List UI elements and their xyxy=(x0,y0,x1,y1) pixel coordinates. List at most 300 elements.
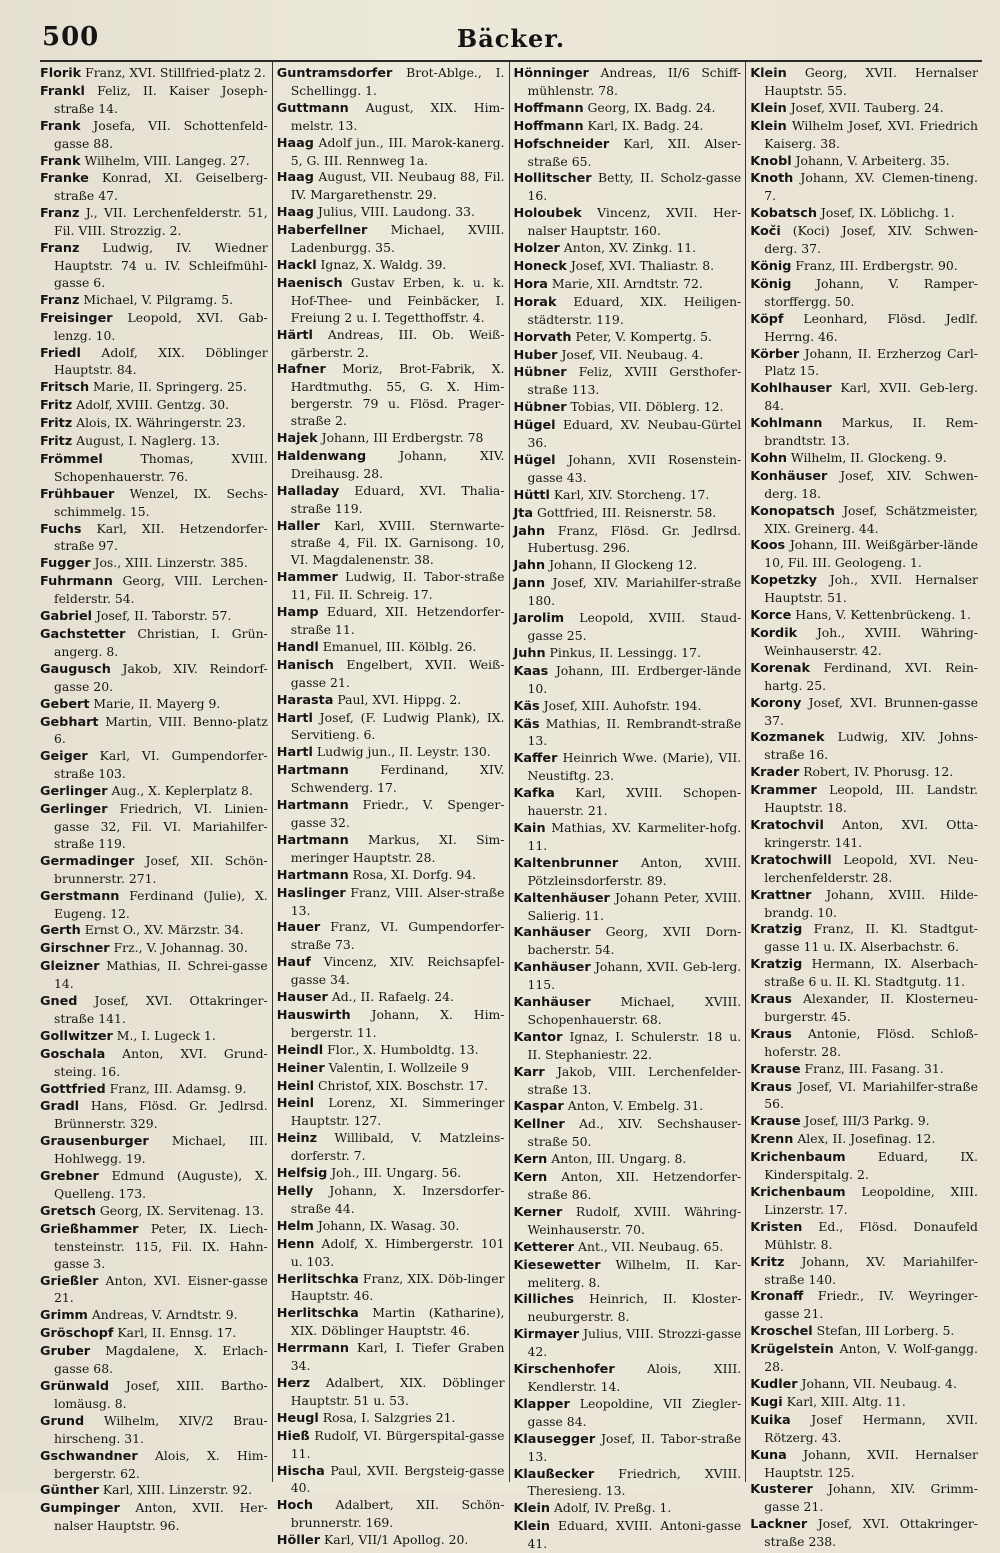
entry-details: Peter, IX. Liech-tensteinstr. 115, Fil. IX. Hahn-gasse 3. xyxy=(54,1220,268,1271)
entry-details: Gottfried, III. Reisnerstr. 58. xyxy=(536,504,717,520)
entry-details: Ferdinand, XIV. Schwenderg. 17. xyxy=(290,762,505,796)
entry-surname: Hügel xyxy=(513,418,556,434)
directory-entry xyxy=(750,1447,978,1482)
entry-details: Leonhard, Flösd. Jedlf. Herrng. 46. xyxy=(764,310,978,344)
entry-details: Georg, XVII Dorn-bacherstr. 54. xyxy=(527,924,742,958)
entry-details: Johann, V. Ramper-storffergg. 50. xyxy=(764,275,978,309)
directory-entry xyxy=(40,118,268,153)
directory-entry xyxy=(750,625,978,660)
directory-entry xyxy=(514,1257,742,1292)
entry-surname: Gschwandner xyxy=(40,1448,138,1464)
entry-surname: Kratochvil xyxy=(750,817,824,833)
entry-details: Tobias, VII. Döblerg. 12. xyxy=(570,399,724,415)
directory-entry xyxy=(750,1412,978,1447)
entry-details: Josef, III/3 Parkg. 9. xyxy=(804,1113,930,1129)
entry-details: Karl, I. Tiefer Graben 34. xyxy=(290,1340,505,1374)
entry-details: Alex, II. Josefinag. 12. xyxy=(797,1131,936,1147)
entry-surname: Klein xyxy=(750,118,787,134)
directory-entry xyxy=(514,716,742,751)
entry-surname: Helfsig xyxy=(276,1166,328,1182)
directory-entry xyxy=(514,170,742,205)
entry-details: Ignaz, I. Schulerstr. 18 u. II. Stephaniestr. 22. xyxy=(527,1028,742,1062)
entry-surname: Gachstetter xyxy=(40,627,126,642)
entry-details: Johann, VII. Neubaug. 4. xyxy=(801,1375,957,1391)
entry-surname: Härtl xyxy=(276,327,313,343)
directory-entry xyxy=(40,292,268,310)
directory-entry xyxy=(514,523,742,558)
entry-surname: Haller xyxy=(276,518,320,534)
directory-entry xyxy=(277,604,505,639)
entry-surname: Fritz xyxy=(40,398,73,414)
entry-surname: Gruber xyxy=(40,1344,91,1360)
entry-details: Friedrich, XVIII. Theresieng. 13. xyxy=(527,1465,742,1499)
directory-entry xyxy=(277,448,505,483)
entry-details: Anton, III. Ungarg. 8. xyxy=(551,1151,687,1167)
entry-surname: Haslinger xyxy=(276,885,346,901)
directory-entry xyxy=(750,764,978,782)
entry-details: Johann, XVII. Geb-lerg. 115. xyxy=(527,959,742,993)
entry-surname: Ketterer xyxy=(513,1239,575,1255)
entry-details: Ad., II. Rafaelg. 24. xyxy=(331,989,454,1005)
entry-details: Joh., XVII. Hernalser Hauptstr. 51. xyxy=(764,572,978,606)
entry-details: Franz, III. Adamsg. 9. xyxy=(109,1080,247,1096)
directory-entry xyxy=(514,505,742,523)
directory-entry xyxy=(514,294,742,329)
entry-surname: Kaltenhäuser xyxy=(513,890,610,906)
entry-details: Emanuel, III. Kölblg. 26. xyxy=(322,638,477,654)
entry-details: Frz., V. Johannag. 30. xyxy=(113,940,248,956)
entry-details: Franz, II. Kl. Stadtgut-gasse 11 u. IX. Alserbachstr. 6. xyxy=(764,921,978,955)
directory-entry xyxy=(514,890,742,925)
entry-details: Michael, III. Hohlwegg. 19. xyxy=(54,1133,268,1167)
directory-entry xyxy=(277,1060,505,1078)
entry-surname: Kanhäuser xyxy=(513,995,591,1011)
entry-surname: Kristen xyxy=(750,1219,803,1235)
entry-details: Mathias, II. Rembrandt-straße 13. xyxy=(527,715,742,749)
directory-entry xyxy=(277,1007,505,1042)
entry-surname: Kusterer xyxy=(750,1482,813,1498)
entry-details: Lorenz, XI. Simmeringer Hauptstr. 127. xyxy=(290,1095,505,1129)
directory-entry xyxy=(277,1095,505,1130)
entry-surname: Haag xyxy=(276,135,314,151)
entry-surname: Franz xyxy=(40,292,80,308)
entry-surname: Grimm xyxy=(40,1308,88,1324)
directory-entry xyxy=(277,1428,505,1463)
directory-entry xyxy=(514,1239,742,1257)
entry-details: Rudolf, VI. Bürgerspital-gasse 11. xyxy=(290,1427,505,1461)
entry-details: Anton, XVIII. Pötzleinsdorferstr. 89. xyxy=(527,854,742,888)
entry-surname: Kellner xyxy=(513,1117,565,1133)
entry-surname: Klein xyxy=(513,1501,550,1517)
directory-entry xyxy=(750,607,978,625)
entry-details: Hans, Flösd. Gr. Jedlrsd. Brünnerstr. 329. xyxy=(54,1098,268,1132)
entry-details: Julius, VIII. Laudong. 33. xyxy=(317,204,475,220)
directory-entry xyxy=(277,1165,505,1183)
entry-surname: Fuchs xyxy=(40,521,82,537)
directory-entry xyxy=(750,1219,978,1254)
entry-details: Marie, II. Mayerg 9. xyxy=(93,695,221,711)
entry-surname: Hoffmann xyxy=(513,100,584,116)
directory-entry xyxy=(277,1463,505,1498)
entry-surname: Knobl xyxy=(750,153,792,169)
directory-entry xyxy=(514,1326,742,1361)
entry-surname: Kiesewetter xyxy=(513,1257,601,1273)
directory-entry xyxy=(277,65,505,100)
directory-entry xyxy=(750,1254,978,1289)
directory-entry xyxy=(750,1149,978,1184)
entry-surname: Gaugusch xyxy=(40,661,111,677)
entry-details: Josef, IX. Löblichg. 1. xyxy=(820,205,955,221)
directory-entry xyxy=(750,65,978,100)
directory-entry xyxy=(40,853,268,888)
directory-entry xyxy=(277,1271,505,1306)
entry-details: Johann, IX. Wasag. 30. xyxy=(317,1217,460,1233)
directory-entry xyxy=(514,417,742,452)
entry-surname: Herrmann xyxy=(276,1341,349,1357)
entry-details: Johann, III. Weißgärber-lände 10, Fil. III. Geologeng. 1. xyxy=(764,537,978,571)
entry-surname: Kohlmann xyxy=(750,416,823,432)
entry-surname: Kirschenhofer xyxy=(513,1362,615,1378)
entry-surname: Huber xyxy=(513,347,558,363)
entry-surname: Kratzig xyxy=(750,957,803,973)
entry-details: Franz, XIX. Döb-linger Hauptstr. 46. xyxy=(290,1270,505,1304)
entry-surname: Kudler xyxy=(750,1376,798,1392)
entry-details: Johann, XVII Rosenstein-gasse 43. xyxy=(527,451,742,485)
entry-surname: Frankl xyxy=(40,83,85,99)
entry-details: Johann, XV. Clemen-tineng. 7. xyxy=(764,170,978,204)
entry-surname: Gebert xyxy=(40,696,90,712)
entry-surname: Haenisch xyxy=(276,275,343,291)
entry-details: Feliz, XVIII Gersthofer-straße 113. xyxy=(527,364,742,398)
entry-surname: Kerner xyxy=(513,1204,563,1220)
entry-surname: Herlitschka xyxy=(276,1306,359,1322)
directory-entry xyxy=(750,956,978,991)
directory-entry xyxy=(750,729,978,764)
directory-entry xyxy=(514,994,742,1029)
directory-entry xyxy=(277,885,505,920)
entry-surname: Kugi xyxy=(750,1394,783,1410)
directory-entry xyxy=(40,310,268,345)
entry-surname: Holoubek xyxy=(513,206,582,222)
entry-details: Hermann, IX. Alserbach-straße 6 u. II. Kl. Stadtgutg. 11. xyxy=(764,956,978,990)
directory-entry xyxy=(40,486,268,521)
entry-details: Mathias, II. Schrei-gasse 14. xyxy=(54,958,268,992)
entry-surname: Kordik xyxy=(750,626,798,641)
directory-entry xyxy=(514,364,742,399)
entry-surname: Hammer xyxy=(276,570,338,586)
entry-surname: Helly xyxy=(276,1184,314,1199)
directory-entry xyxy=(40,1482,268,1500)
directory-entry xyxy=(750,223,978,258)
entry-surname: Hübner xyxy=(513,400,567,416)
entry-surname: Hofschneider xyxy=(513,136,610,152)
entry-details: Adolf, XVIII. Gentzg. 30. xyxy=(76,397,230,413)
directory-entry xyxy=(514,1064,742,1099)
directory-entry xyxy=(514,1116,742,1151)
entry-details: Christian, I. Grün-angerg. 8. xyxy=(54,626,268,659)
entry-details: Josef, XII. Schön-brunnerstr. 271. xyxy=(54,852,268,886)
entry-surname: Hora xyxy=(513,276,548,292)
directory-entry xyxy=(40,1046,268,1081)
directory-entry xyxy=(40,748,268,783)
entry-surname: Gröschopf xyxy=(40,1326,114,1342)
entry-surname: Holzer xyxy=(513,241,560,257)
directory-entry xyxy=(750,1184,978,1219)
directory-entry xyxy=(750,1079,978,1114)
directory-entry xyxy=(750,1341,978,1376)
entry-surname: Kuna xyxy=(750,1447,787,1463)
entry-details: Alois, XIII. Kendlerstr. 14. xyxy=(527,1361,742,1394)
entry-details: Karl, VI. Gumpendorfer-straße 103. xyxy=(54,748,268,782)
entry-details: Georg, IX. Servitenag. 13. xyxy=(99,1202,264,1218)
entry-surname: Hübner xyxy=(513,365,567,381)
directory-entry xyxy=(40,1133,268,1168)
directory-entry xyxy=(277,797,505,832)
entry-details: Anton, XII. Hetzendorfer-straße 86. xyxy=(527,1169,742,1202)
directory-entry xyxy=(277,169,505,204)
entry-details: Eduard, XV. Neubau-Gürtel 36. xyxy=(527,417,742,451)
directory-entry xyxy=(514,1151,742,1169)
entry-surname: Klein xyxy=(750,66,787,81)
directory-entry xyxy=(514,820,742,855)
entry-details: Leopold, XVI. Neu-lerchenfelderstr. 28. xyxy=(764,851,978,885)
entry-details: Johann Peter, XVIII. Salierig. 11. xyxy=(527,889,742,923)
directory-entry xyxy=(40,573,268,608)
entry-surname: Klapper xyxy=(513,1396,570,1412)
entry-details: Marie, II. Springerg. 25. xyxy=(93,379,247,395)
entry-details: Friedr., IV. Weyringer-gasse 21. xyxy=(764,1288,978,1322)
entry-details: Karl, XVII. Geb-lerg. 84. xyxy=(764,380,978,414)
entry-surname: Haag xyxy=(276,170,314,186)
directory-entry xyxy=(40,205,268,240)
entry-surname: Hoch xyxy=(276,1498,313,1514)
directory-entry xyxy=(277,1410,505,1428)
entry-surname: Kroschel xyxy=(750,1324,813,1340)
entry-surname: Heindl xyxy=(276,1042,324,1058)
entry-details: Eduard, IX. Kinderspitalg. 2. xyxy=(764,1149,978,1183)
directory-entry xyxy=(277,257,505,275)
directory-entry xyxy=(40,451,268,486)
entry-surname: Kaffer xyxy=(513,751,558,767)
entry-details: Georg, VIII. Lerchen-felderstr. 54. xyxy=(54,573,268,607)
directory-entry xyxy=(277,989,505,1007)
entry-surname: Hoffmann xyxy=(513,118,584,134)
entry-details: Markus, XI. Sim-meringer Hauptstr. 28. xyxy=(290,831,505,865)
directory-entry xyxy=(514,750,742,785)
entry-details: Josef, XIII. Auhofstr. 194. xyxy=(543,697,702,713)
entry-details: Adalbert, XII. Schön-brunnerstr. 169. xyxy=(290,1497,505,1531)
entry-details: Johann, X. Him-bergerstr. 11. xyxy=(290,1006,505,1040)
entry-details: Ludwig, XIV. Johns-straße 16. xyxy=(764,729,978,763)
directory-entry xyxy=(514,1431,742,1466)
directory-entry xyxy=(750,572,978,607)
entry-surname: Goschala xyxy=(40,1046,106,1062)
entry-details: Josef, II. Tabor-straße 13. xyxy=(527,1430,742,1464)
entry-details: Anton, XVII. Her-nalser Hauptstr. 96. xyxy=(54,1500,268,1534)
directory-entry xyxy=(514,1029,742,1064)
directory-entry xyxy=(40,415,268,433)
entry-surname: Grebner xyxy=(40,1169,99,1185)
entry-surname: Gerth xyxy=(40,923,81,939)
entry-surname: Kanhäuser xyxy=(513,925,591,941)
entry-surname: Harasta xyxy=(276,692,334,708)
entry-details: Alois, X. Him-bergerstr. 62. xyxy=(54,1447,268,1481)
directory-entry xyxy=(40,555,268,573)
directory-entry xyxy=(514,1291,742,1326)
directory-entry xyxy=(514,240,742,258)
directory-entry xyxy=(277,1042,505,1060)
entry-details: Johann, XIV. Grimm-gasse 21. xyxy=(764,1481,978,1515)
entry-surname: Kratzig xyxy=(750,922,803,938)
directory-entry xyxy=(40,521,268,556)
directory-entry xyxy=(514,1396,742,1431)
directory-entry xyxy=(277,1236,505,1271)
entry-surname: Halladay xyxy=(276,483,340,499)
entry-details: Johann, V. Arbeiterg. 35. xyxy=(795,152,950,168)
entry-details: Thomas, XVIII. Schopenhauerstr. 76. xyxy=(54,450,268,484)
directory-entry xyxy=(750,468,978,503)
entry-details: Eduard, XIX. Heiligen-städterstr. 119. xyxy=(527,293,742,327)
entry-details: Wilhelm, II. Glockeng. 9. xyxy=(790,449,947,465)
directory-entry xyxy=(514,959,742,994)
directory-entry xyxy=(514,136,742,171)
entry-surname: Kozmanek xyxy=(750,730,825,746)
directory-entry xyxy=(514,924,742,959)
directory-entry xyxy=(750,1516,978,1551)
entry-surname: Hafner xyxy=(276,362,326,378)
entry-surname: Kronaff xyxy=(750,1289,804,1305)
directory-entry xyxy=(40,714,268,749)
entry-details: August, XIX. Him-melstr. 13. xyxy=(290,99,505,133)
entry-surname: Karr xyxy=(513,1064,545,1080)
entry-surname: König xyxy=(750,258,792,274)
entry-details: Georg, XVII. Hernalser Hauptstr. 55. xyxy=(764,65,978,98)
directory-entry xyxy=(40,608,268,626)
directory-entry xyxy=(750,991,978,1026)
entry-details: Jakob, VIII. Lerchenfelder-straße 13. xyxy=(527,1063,742,1097)
entry-surname: Klein xyxy=(750,100,787,116)
entry-surname: Freisinger xyxy=(40,310,113,326)
entry-details: Karl, II. Ennsg. 17. xyxy=(117,1325,237,1341)
directory-entry xyxy=(514,100,742,118)
entry-details: Moriz, Brot-Fabrik, X. Hardtmuthg. 55, G. X. Him-bergerstr. 79 u. Flösd. Prager-straße 2. xyxy=(290,361,505,429)
directory-entry xyxy=(750,346,978,381)
entry-details: Paul, XVI. Hippg. 2. xyxy=(337,691,462,707)
directory-entry xyxy=(277,762,505,797)
directory-entry xyxy=(277,1497,505,1532)
entry-details: Anton, XV. Zinkg. 11. xyxy=(563,240,697,256)
directory-entry xyxy=(750,1026,978,1061)
entry-surname: Lackner xyxy=(750,1517,808,1533)
directory-entry xyxy=(40,993,268,1028)
entry-details: Adolf, XIX. Döblinger Hauptstr. 84. xyxy=(54,344,268,378)
directory-entry xyxy=(514,855,742,890)
entry-details: Andreas, II/6 Schiff-mühlenstr. 78. xyxy=(527,65,742,98)
entry-surname: Kain xyxy=(513,820,546,836)
entry-surname: Herlitschka xyxy=(276,1271,359,1287)
entry-details: Josef, XIII. Bartho-lomäusg. 8. xyxy=(54,1377,268,1411)
entry-surname: Gumpinger xyxy=(40,1501,120,1517)
entry-details: M., I. Lugeck 1. xyxy=(116,1027,216,1043)
entry-details: Ludwig, IV. Wiedner Hauptstr. 74 u. IV. Schleifmühl-gasse 6. xyxy=(54,240,268,290)
entry-surname: Hauswirth xyxy=(276,1007,351,1023)
directory-entry xyxy=(514,785,742,820)
directory-entry xyxy=(40,626,268,661)
entry-details: Jakob, XIV. Reindorf-gasse 20. xyxy=(54,660,268,694)
entry-surname: Heinz xyxy=(276,1131,318,1147)
directory-entry xyxy=(40,1028,268,1046)
entry-surname: Jarolim xyxy=(513,611,565,627)
entry-details: Josef, XVI. Thaliastr. 8. xyxy=(570,257,715,273)
entry-details: Adolf, X. Himbergerstr. 101 u. 103. xyxy=(290,1235,505,1269)
entry-details: Engelbert, XVII. Weiß-gasse 21. xyxy=(290,656,505,690)
directory-entry xyxy=(277,100,505,135)
entry-surname: Fugger xyxy=(40,556,91,572)
entry-details: Paul, XVII. Bergsteig-gasse 40. xyxy=(290,1462,505,1496)
entry-surname: Höller xyxy=(276,1533,321,1549)
entry-details: Georg, IX. Badg. 24. xyxy=(587,99,716,115)
entry-details: Johann, XIV. Dreihausg. 28. xyxy=(290,447,505,481)
entry-surname: Hischa xyxy=(276,1463,325,1479)
entry-details: Anton, XVI. Grund-steing. 16. xyxy=(54,1045,268,1079)
entry-details: Konrad, XI. Geiselberg-straße 47. xyxy=(54,170,268,204)
entry-surname: Gretsch xyxy=(40,1203,96,1219)
directory-entry xyxy=(40,1413,268,1448)
entry-surname: Grießler xyxy=(40,1273,99,1289)
page-title: Bäcker. xyxy=(456,24,566,53)
directory-entry xyxy=(40,1325,268,1343)
entry-details: Karl, XII. Hetzendorfer-straße 97. xyxy=(54,520,268,554)
entry-surname: Konhäuser xyxy=(750,468,828,484)
directory-entry xyxy=(40,958,268,993)
directory-entry xyxy=(40,1343,268,1378)
entry-details: Alexander, II. Klosterneu-burgerstr. 45. xyxy=(764,991,978,1024)
entry-surname: Kaas xyxy=(513,663,549,679)
directory-entry xyxy=(40,1448,268,1483)
entry-surname: Hajek xyxy=(276,431,318,447)
directory-entry xyxy=(514,118,742,136)
directory-entry xyxy=(40,345,268,380)
entry-surname: Korony xyxy=(750,695,802,711)
entry-surname: Kopetzky xyxy=(750,573,817,589)
entry-surname: Hartmann xyxy=(276,763,349,779)
entry-details: Michael, V. Pilgramg. 5. xyxy=(83,291,234,307)
directory-entry xyxy=(277,639,505,657)
entry-surname: Franz xyxy=(40,206,80,222)
entry-surname: Hamp xyxy=(276,605,319,621)
directory-entry xyxy=(277,1218,505,1236)
entry-details: Eduard, XII. Hetzendorfer-straße 11. xyxy=(290,604,505,637)
entry-surname: Kritz xyxy=(750,1254,785,1270)
directory-entry xyxy=(277,1340,505,1375)
directory-entry xyxy=(277,204,505,222)
entry-surname: Kobatsch xyxy=(750,206,817,222)
directory-entry xyxy=(40,696,268,714)
entry-surname: Klausegger xyxy=(513,1431,596,1447)
directory-entry xyxy=(514,347,742,365)
entry-details: Hans, V. Kettenbrückeng. 1. xyxy=(795,607,972,623)
directory-entry xyxy=(514,1518,742,1553)
directory-entry xyxy=(514,1204,742,1239)
entry-surname: Krenn xyxy=(750,1132,794,1148)
entry-details: Jos., XIII. Linzerstr. 385. xyxy=(94,555,248,571)
entry-details: Ignaz, X. Waldg. 39. xyxy=(320,256,447,272)
entry-details: Heinrich Wwe. (Marie), VII. Neustiftg. 23. xyxy=(527,750,742,784)
entry-details: Ferdinand, XVI. Rein-hartg. 25. xyxy=(764,659,978,693)
entry-surname: Hartmann xyxy=(276,832,349,848)
directory-entry xyxy=(750,153,978,171)
directory-entry xyxy=(277,867,505,885)
